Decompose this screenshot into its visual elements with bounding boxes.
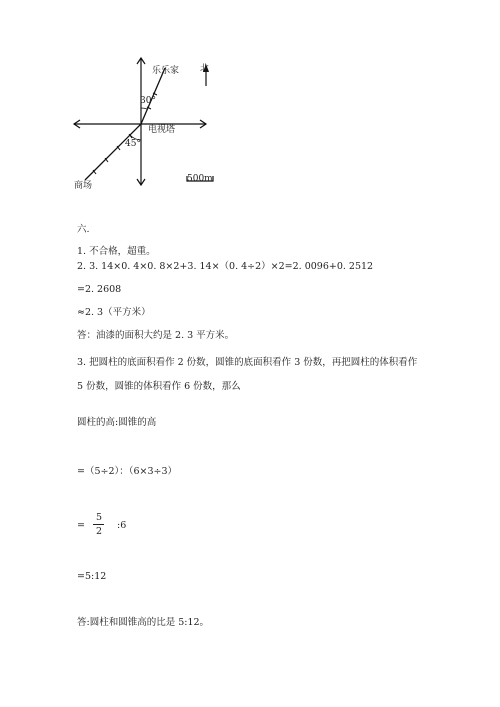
q1-line1: 1. 不合格，超重。 bbox=[77, 246, 156, 257]
fraction-numerator: 5 bbox=[95, 512, 103, 523]
q1-line4: ≈2. 3（平方米） bbox=[77, 307, 151, 318]
line-to-mall bbox=[85, 124, 141, 180]
q1-line3: =2. 2608 bbox=[77, 284, 122, 295]
q1-answer: 答：油漆的面积大约是 2. 3 平方米。 bbox=[77, 330, 235, 341]
label-mall: 商场 bbox=[74, 181, 93, 191]
label-scale: 500m bbox=[187, 174, 213, 184]
label-tv-tower: 电视塔 bbox=[148, 125, 176, 135]
section-title: 六. bbox=[77, 224, 90, 235]
label-angle-45: 45° bbox=[125, 139, 141, 149]
q3-answer: 答:圆柱和圆锥高的比是 5:12。 bbox=[77, 617, 210, 628]
fraction-bar bbox=[93, 524, 104, 525]
label-lele-home: 乐乐家 bbox=[152, 66, 180, 76]
q3-result: =5:12 bbox=[77, 571, 107, 582]
fraction-denominator: 2 bbox=[95, 526, 103, 537]
direction-diagram bbox=[60, 50, 230, 200]
q3-ratio-title: 圆柱的高:圆锥的高 bbox=[77, 417, 157, 428]
q3-line1: 3. 把圆柱的底面积看作 2 份数，圆锥的底面积看作 3 份数，再把圆柱的体积看作 bbox=[77, 357, 418, 368]
q3-eq-sign: = bbox=[77, 520, 85, 531]
angle-arc-top bbox=[141, 108, 147, 109]
q1-line2: 2. 3. 14×0. 4×0. 8×2+3. 14×（0. 4÷2）×2=2. 0096+0. 2512 bbox=[77, 261, 374, 272]
label-angle-30: 30° bbox=[140, 96, 156, 106]
q3-ratio-expr: =（5÷2）：（6×3÷3） bbox=[77, 466, 178, 477]
label-north: 北 bbox=[200, 64, 210, 74]
q3-frac-rest: :6 bbox=[117, 520, 127, 531]
q3-line2: 5 份数，圆锥的体积看作 6 份数，那么 bbox=[77, 381, 241, 392]
